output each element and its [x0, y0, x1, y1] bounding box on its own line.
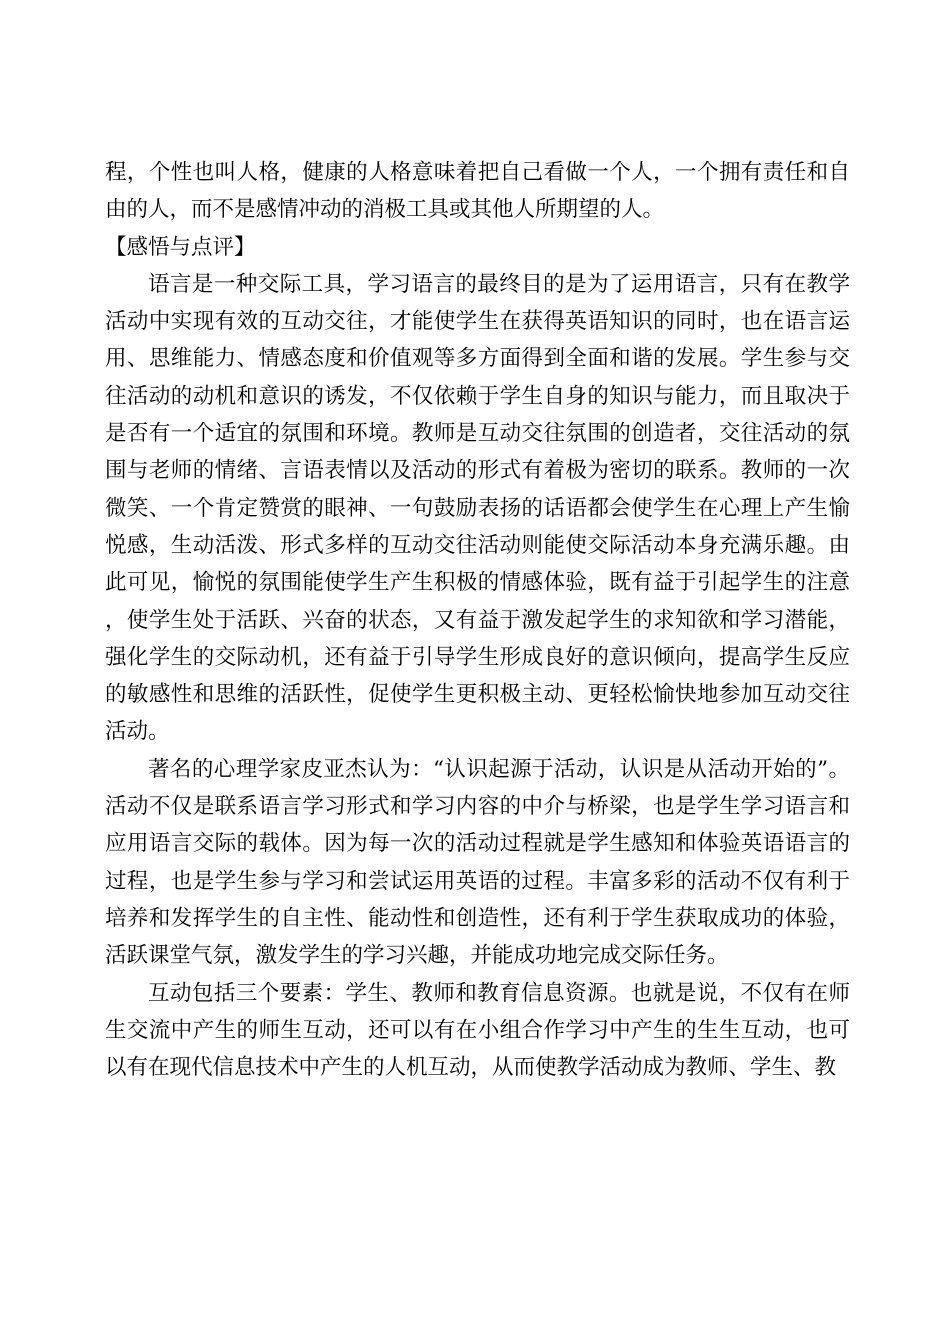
- paragraph-language-communication: 语言是一种交际工具，学习语言的最终目的是为了运用语言，只有在教学活动中实现有效的互动交往，才能使学生在获得英语知识的同时，也在语言运用、思维能力、情感态度和价值观等多方面得到全面和谐的发展。学生参与交往活动的动机和意识的诱发，不仅依赖于学生自身的知识与能力，而且取决于是否有一个适宜的氛围和环境。教师是互动交往氛围的创造者，交往活动的氛围与老师的情绪、言语表情以及活动的形式有着极为密切的联系。教师的一次微笑、一个肯定赞赏的眼神、一句鼓励表扬的话语都会使学生在心理上产生愉悦感，生动活泼、形式多样的互动交往活动则能使交际活动本身充满乐趣。由此可见，愉悦的氛围能使学生产生积极的情感体验，既有益于引起学生的注意，使学生处于活跃、兴奋的状态，又有益于激发起学生的求知欲和学习潜能，强化学生的交际动机，还有益于引导学生形成良好的意识倾向，提高学生反应的敏感性和思维的活跃性，促使学生更积极主动、更轻松愉快地参加互动交往活动。: [105, 271, 850, 745]
- section-heading: 【感悟与点评】: [105, 234, 256, 260]
- document-page: [105, 154, 850, 1086]
- continued-paragraph: 程，个性也叫人格，健康的人格意味着把自己看做一个人，一个拥有责任和自由的人，而不是感情冲动的消极工具或其他人所期望的人。: [105, 160, 850, 223]
- paragraph-interaction-elements: 互动包括三个要素：学生、教师和教育信息资源。也就是说，不仅有在师生交流中产生的师生互动，还可以有在小组合作学习中产生的生生互动，也可以有在现代信息技术中产生的人机互动，从而使教学活动成为教师、学生、教: [105, 980, 850, 1081]
- paragraph-piaget-activity: 著名的心理学家皮亚杰认为：“认识起源于活动，认识是从活动开始的”。活动不仅是联系语言学习形式和学习内容的中介与桥梁，也是学生学习语言和应用语言交际的载体。因为每一次的活动过程就是学生感知和体验英语语言的过程，也是学生参与学习和尝试运用英语的过程。丰富多彩的活动不仅有利于培养和发挥学生的自主性、能动性和创造性，还有利于学生获取成功的体验，活跃课堂气氛，激发学生的学习兴趣，并能成功地完成交际任务。: [105, 756, 850, 969]
